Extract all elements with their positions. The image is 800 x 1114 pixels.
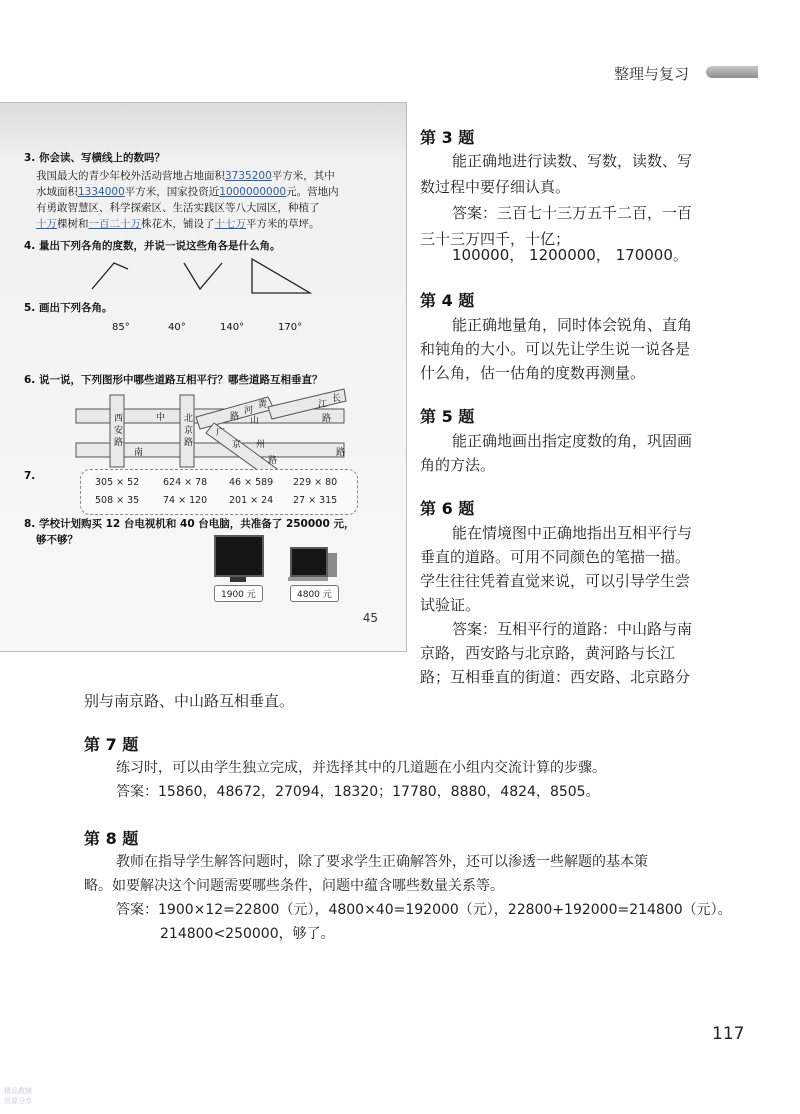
computer-case	[328, 553, 337, 577]
tb-calc: 201 × 24	[229, 495, 274, 506]
section-q3-answer: 100000， 1200000， 170000。	[452, 246, 688, 264]
section-q4-line: 和钝角的大小。可以先让学生说一说各是	[420, 340, 691, 358]
map-label: 路	[114, 438, 124, 448]
textbook-page-number: 45	[362, 611, 378, 625]
section-q6-title: 第 6 题	[420, 499, 475, 518]
map-label: 路	[322, 414, 332, 424]
section-q4-title: 第 4 题	[420, 291, 475, 310]
map-label: 路	[230, 412, 240, 422]
tb-q5-title: 5. 画出下列各角。	[24, 302, 113, 314]
map-label: 路	[268, 456, 278, 466]
section-q7-line: 练习时，可以由学生独立完成，并选择其中的几道题在小组内交流计算的步骤。	[116, 760, 606, 776]
page-number: 117	[712, 1024, 745, 1044]
tb-q4-title: 4. 量出下列各角的度数，并说一说这些角各是什么角。	[24, 240, 281, 252]
section-q3-answer: 三十三万四千，十亿；	[420, 230, 571, 248]
map-label: 南	[134, 448, 144, 458]
map-label: 北	[184, 414, 194, 424]
tb-q8-line2: 够不够？	[36, 534, 78, 546]
section-q4-line: 能正确地量角，同时体会锐角、直角	[452, 316, 693, 334]
section-q8-line: 教师在指导学生解答问题时，除了要求学生正确解答外，还可以渗透一些解题的基本策	[116, 854, 648, 870]
map-label: 京	[184, 426, 194, 436]
watermark: 精品教辅 资源分享	[4, 1087, 32, 1105]
tb-q3-line4: 十万棵树和一百二十万株花木，铺设了十七万平方米的草坪。	[36, 218, 320, 230]
textbook-page-image	[0, 102, 407, 652]
tb-q6-title: 6. 说一说，下列图形中哪些道路互相平行？哪些道路互相垂直？	[24, 374, 323, 386]
section-q7-answer: 答案：15860，48672，27094，18320；17780，8880，4824，8505。	[116, 784, 600, 800]
tb-q3-line1: 我国最大的青少年校外活动营地占地面积3735200平方米，其中	[36, 170, 335, 182]
section-q6-line: 垂直的道路。可用不同颜色的笔描一描。	[420, 548, 691, 566]
tb-calc: 229 × 80	[293, 477, 338, 488]
section-q6-line: 试验证。	[420, 596, 481, 614]
tb-q3-line3: 有勇敢智慧区、科学探索区、生活实践区等八大园区，种植了	[36, 202, 320, 214]
tv-price-tag: 1900 元	[214, 585, 263, 602]
section-q6-line: 能在情境图中正确地指出互相平行与	[452, 524, 693, 542]
section-q3-line: 能正确地进行读数、写数，读数、写	[452, 152, 693, 170]
header-title: 整理与复习	[614, 65, 690, 83]
tb-q5-degrees: 85° 40° 140° 170°	[112, 322, 303, 333]
map-label: 黄	[258, 400, 268, 410]
tb-q8-line1: 8. 学校计划购买 12 台电视机和 40 台电脑，共准备了 250000 元，	[24, 518, 355, 530]
map-label: 路	[184, 438, 194, 448]
map-label: 安	[114, 426, 124, 436]
section-q3-line: 数过程中要仔细认真。	[420, 178, 571, 196]
tb-q7-calc-box	[80, 469, 358, 515]
tb-q7-title: 7.	[24, 470, 36, 482]
computer-price-tag: 4800 元	[290, 585, 339, 602]
section-q8-answer: 答案：1900×12=22800（元），4800×40=192000（元），22800+192000=214800（元）。	[116, 902, 732, 918]
tv-stand	[230, 577, 246, 582]
computer-keyboard	[288, 577, 328, 581]
section-q5-line: 能正确地画出指定度数的角，巩固画	[452, 432, 693, 450]
tb-calc: 508 × 35	[95, 495, 140, 506]
tb-calc: 624 × 78	[163, 477, 208, 488]
tb-road-map	[0, 103, 406, 651]
section-q6-answer: 别与南京路、中山路互相垂直。	[84, 692, 295, 710]
map-label: 州	[256, 440, 266, 450]
tv-image	[214, 535, 264, 577]
computer-image	[290, 547, 328, 577]
tb-calc: 46 × 589	[229, 477, 274, 488]
section-q7-title: 第 7 题	[84, 735, 139, 754]
section-q8-answer: 214800<250000，够了。	[160, 926, 335, 942]
map-label: 河	[244, 406, 254, 416]
section-q6-line: 学生往往凭着直觉来说，可以引导学生尝	[420, 572, 691, 590]
tb-calc: 74 × 120	[163, 495, 208, 506]
map-label: 江	[318, 400, 328, 410]
map-label: 山	[250, 416, 260, 426]
map-label: 西	[114, 414, 124, 424]
map-label: 中	[156, 413, 166, 423]
tb-calc: 305 × 52	[95, 477, 140, 488]
tb-calc: 27 × 315	[293, 495, 338, 506]
section-q4-line: 什么角，估一估角的度数再测量。	[420, 364, 646, 382]
section-q3-title: 第 3 题	[420, 128, 475, 147]
section-q8-title: 第 8 题	[84, 829, 139, 848]
section-q6-answer: 答案：互相平行的道路：中山路与南	[452, 620, 693, 638]
section-q5-title: 第 5 题	[420, 407, 475, 426]
section-q6-answer: 路；互相垂直的街道：西安路、北京路分	[420, 668, 691, 686]
tb-q3-line2: 水域面积1334000平方米，国家投资近1000000000元。营地内	[36, 186, 339, 198]
map-label: 京	[232, 440, 242, 450]
section-q3-answer: 答案：三百七十三万五千二百，一百	[452, 204, 693, 222]
map-label: 长	[332, 394, 342, 404]
map-label: 广	[216, 428, 226, 438]
section-q8-line: 略。如要解决这个问题需要哪些条件，问题中蕴含哪些数量关系等。	[84, 878, 504, 894]
header-tab-decoration	[706, 66, 758, 78]
map-label: 路	[336, 448, 346, 458]
section-q6-answer: 京路，西安路与北京路，黄河路与长江	[420, 644, 676, 662]
section-q5-line: 角的方法。	[420, 456, 496, 474]
tb-q3-title: 3. 你会读、写横线上的数吗？	[24, 152, 165, 164]
